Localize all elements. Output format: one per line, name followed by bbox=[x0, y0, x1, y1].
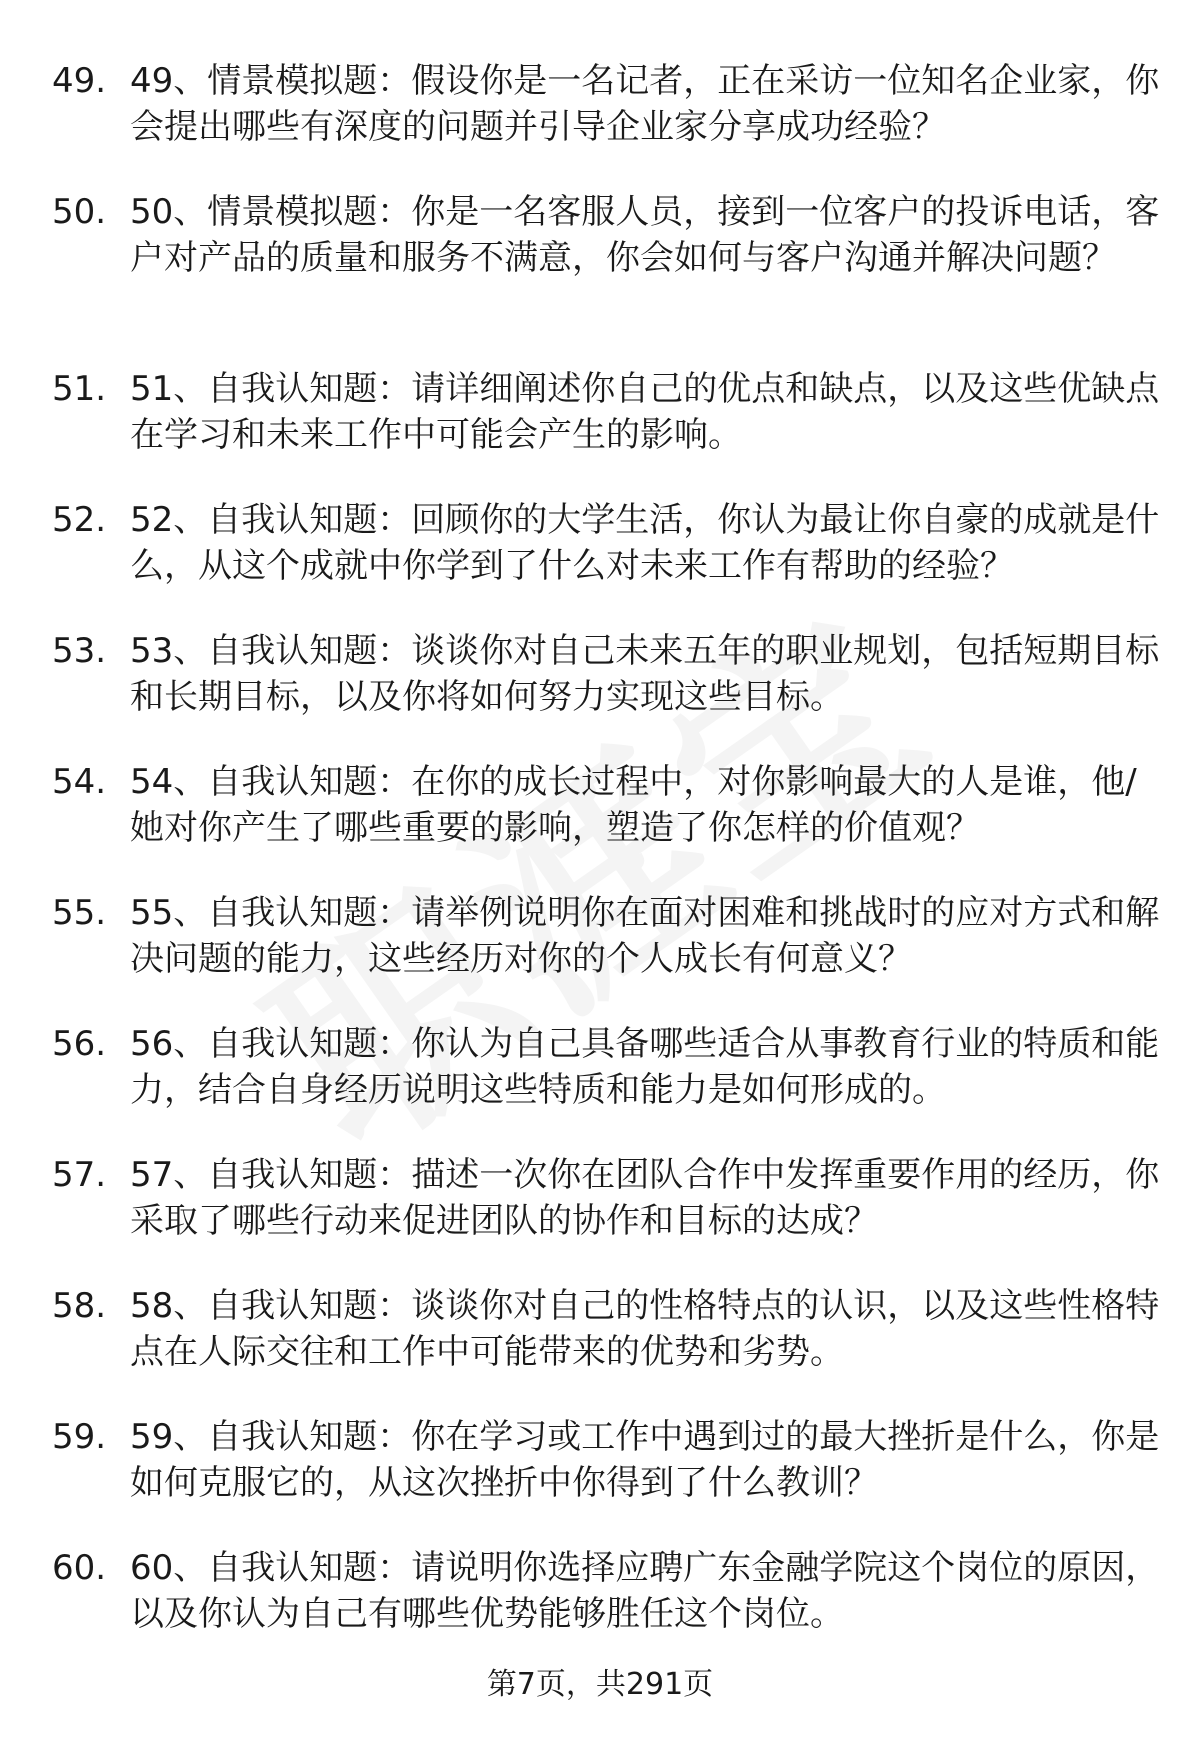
item-text: 56、自我认知题：你认为自己具备哪些适合从事教育行业的特质和能力，结合自身经历说明这些特质和能力是如何形成的。 bbox=[130, 1024, 1160, 1110]
item-number: 53. bbox=[52, 631, 107, 671]
item-number: 57. bbox=[52, 1155, 107, 1195]
item-text: 55、自我认知题：请举例说明你在面对困难和挑战时的应对方式和解决问题的能力，这些经历对你的个人成长有何意义？ bbox=[130, 893, 1160, 979]
list-item bbox=[52, 497, 1162, 628]
item-text: 60、自我认知题：请说明你选择应聘广东金融学院这个岗位的原因，以及你认为自己有哪些优势能够胜任这个岗位。 bbox=[130, 1548, 1160, 1634]
item-text: 52、自我认知题：回顾你的大学生活，你认为最让你自豪的成就是什么，从这个成就中你学到了什么对未来工作有帮助的经验？ bbox=[130, 500, 1160, 586]
list-item bbox=[52, 1021, 1162, 1152]
list-item bbox=[52, 1152, 1162, 1283]
list-item bbox=[52, 890, 1162, 1021]
list-item bbox=[52, 1283, 1162, 1414]
item-number: 54. bbox=[52, 762, 107, 802]
list-item bbox=[52, 189, 1162, 366]
item-text: 53、自我认知题：谈谈你对自己未来五年的职业规划，包括短期目标和长期目标，以及你将如何努力实现这些目标。 bbox=[130, 631, 1160, 717]
item-text: 50、情景模拟题：你是一名客服人员，接到一位客户的投诉电话，客户对产品的质量和服务不满意，你会如何与客户沟通并解决问题？ bbox=[130, 192, 1160, 278]
list-item bbox=[52, 366, 1162, 497]
item-number: 60. bbox=[52, 1548, 107, 1588]
list-item bbox=[52, 1414, 1162, 1545]
list-item bbox=[52, 1545, 1162, 1676]
item-text: 51、自我认知题：请详细阐述你自己的优点和缺点，以及这些优缺点在学习和未来工作中可能会产生的影响。 bbox=[130, 369, 1160, 455]
item-number: 49. bbox=[52, 61, 107, 101]
item-text: 54、自我认知题：在你的成长过程中，对你影响最大的人是谁，他/她对你产生了哪些重要的影响，塑造了你怎样的价值观？ bbox=[130, 762, 1137, 848]
item-number: 56. bbox=[52, 1024, 107, 1064]
item-text: 59、自我认知题：你在学习或工作中遇到过的最大挫折是什么，你是如何克服它的，从这次挫折中你得到了什么教训？ bbox=[130, 1417, 1160, 1503]
question-list bbox=[52, 58, 1162, 1676]
item-number: 55. bbox=[52, 893, 107, 933]
item-number: 58. bbox=[52, 1286, 107, 1326]
list-item bbox=[52, 628, 1162, 759]
list-item bbox=[52, 58, 1162, 189]
item-number: 59. bbox=[52, 1417, 107, 1457]
item-text: 49、情景模拟题：假设你是一名记者，正在采访一位知名企业家，你会提出哪些有深度的问题并引导企业家分享成功经验？ bbox=[130, 61, 1160, 147]
page-footer: 第7页，共291页 bbox=[486, 1667, 714, 1702]
item-number: 51. bbox=[52, 369, 107, 409]
item-text: 58、自我认知题：谈谈你对自己的性格特点的认识，以及这些性格特点在人际交往和工作中可能带来的优势和劣势。 bbox=[130, 1286, 1160, 1372]
item-number: 50. bbox=[52, 192, 107, 232]
item-number: 52. bbox=[52, 500, 107, 540]
item-text: 57、自我认知题：描述一次你在团队合作中发挥重要作用的经历，你采取了哪些行动来促进团队的协作和目标的达成？ bbox=[130, 1155, 1160, 1241]
list-item bbox=[52, 759, 1162, 890]
